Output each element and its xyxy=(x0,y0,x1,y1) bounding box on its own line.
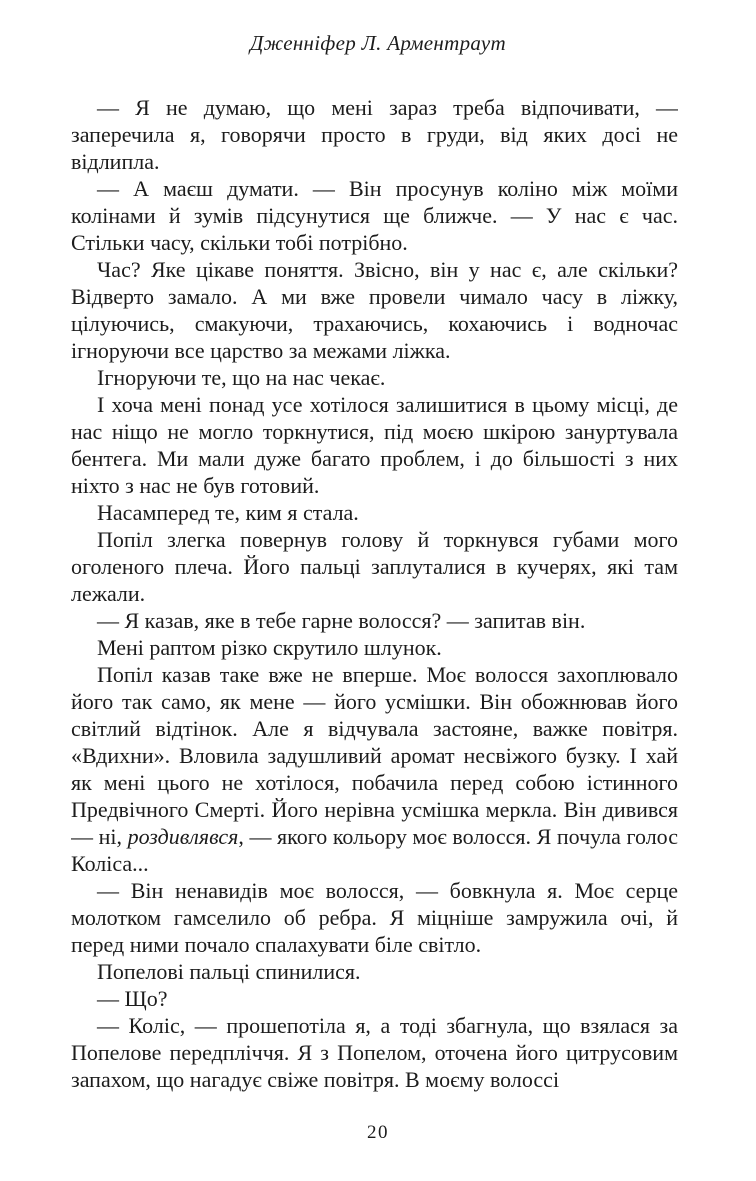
paragraph xyxy=(71,94,678,175)
paragraph xyxy=(71,607,678,634)
body-text: — Коліс, — прошепотіла я, а тоді збагнула, що взялася за Попелове передпліччя. Я з Попелом, оточена його цитрусовим запахом, що нагадує свіже повітря. В моєму волоссі xyxy=(71,1013,678,1092)
body-text: Попіл злегка повернув голову й торкнувся губами мого оголеного плеча. Його пальці заплуталися в кучерях, які там лежали. xyxy=(71,527,678,606)
body-text: Ігноруючи те, що на нас чекає. xyxy=(97,365,386,390)
paragraph xyxy=(71,499,678,526)
body-text: І хоча мені понад усе хотілося залишитися в цьому місці, де нас ніщо не могло торкнутися, під моєю шкірою зануртувала бентега. Ми мали дуже багато проблем, і до більшості з них ніхто з нас не був готовий. xyxy=(71,392,678,498)
paragraph xyxy=(71,391,678,499)
paragraph xyxy=(71,985,678,1012)
body-text: — Він ненавидів моє волосся, — бовкнула я. Моє серце молотком гамселило об ребра. Я міцніше замружила очі, й перед ними почало спалахувати біле світло. xyxy=(71,878,678,957)
body-text: Насамперед те, ким я стала. xyxy=(97,500,359,525)
body-text: — Я казав, яке в тебе гарне волосся? — запитав він. xyxy=(97,608,586,633)
running-header: Дженніфер Л. Арментраут xyxy=(249,31,506,55)
body-text: — Я не думаю, що мені зараз треба відпочивати, — заперечила я, говорячи просто в груди, від яких досі не відлипла. xyxy=(71,95,678,174)
emphasized-text: роздивлявся xyxy=(127,824,239,849)
body-text: — А маєш думати. — Він просунув коліно між моїми колінами й зумів підсунутися ще ближче. — У нас є час. Стільки часу, скільки тобі потрібно. xyxy=(71,176,678,255)
text-block xyxy=(71,94,678,1102)
body-text: Час? Яке цікаве поняття. Звісно, він у нас є, але скільки? Відверто замало. А ми вже провели чимало часу в ліжку, цілуючись, смакуючи, трахаючись, кохаючись і водночас ігноруючи все царство за межами ліжка. xyxy=(71,257,678,363)
paragraph xyxy=(71,877,678,958)
paragraph xyxy=(71,661,678,877)
body-text: Попіл казав таке вже не вперше. Моє волосся захоплювало його так само, як мене — його усмішки. Він обожнював його світлий відтінок. Але я відчувала застояне, важке повітря. «Вдихни». Вловила задушливий аромат несвіжого бузку. І хай як мені цього не хотілося, побачила перед собою істинного Предвічного Смерті. Його нерівна усмішка меркла. Він дивився — ні, xyxy=(71,662,678,849)
body-text: — Що? xyxy=(97,986,168,1011)
paragraph xyxy=(71,175,678,256)
body-text: , — якого кольору моє волосся. Я почула голос Коліса... xyxy=(71,824,678,876)
paragraph xyxy=(71,634,678,661)
paragraph xyxy=(71,1012,678,1093)
paragraph xyxy=(71,256,678,364)
body-text: Мені раптом різко скрутило шлунок. xyxy=(97,635,442,660)
body-text: Попелові пальці спинилися. xyxy=(97,959,361,984)
page-number: 20 xyxy=(367,1122,389,1143)
paragraph xyxy=(71,958,678,985)
paragraph xyxy=(71,364,678,391)
paragraph xyxy=(71,526,678,607)
